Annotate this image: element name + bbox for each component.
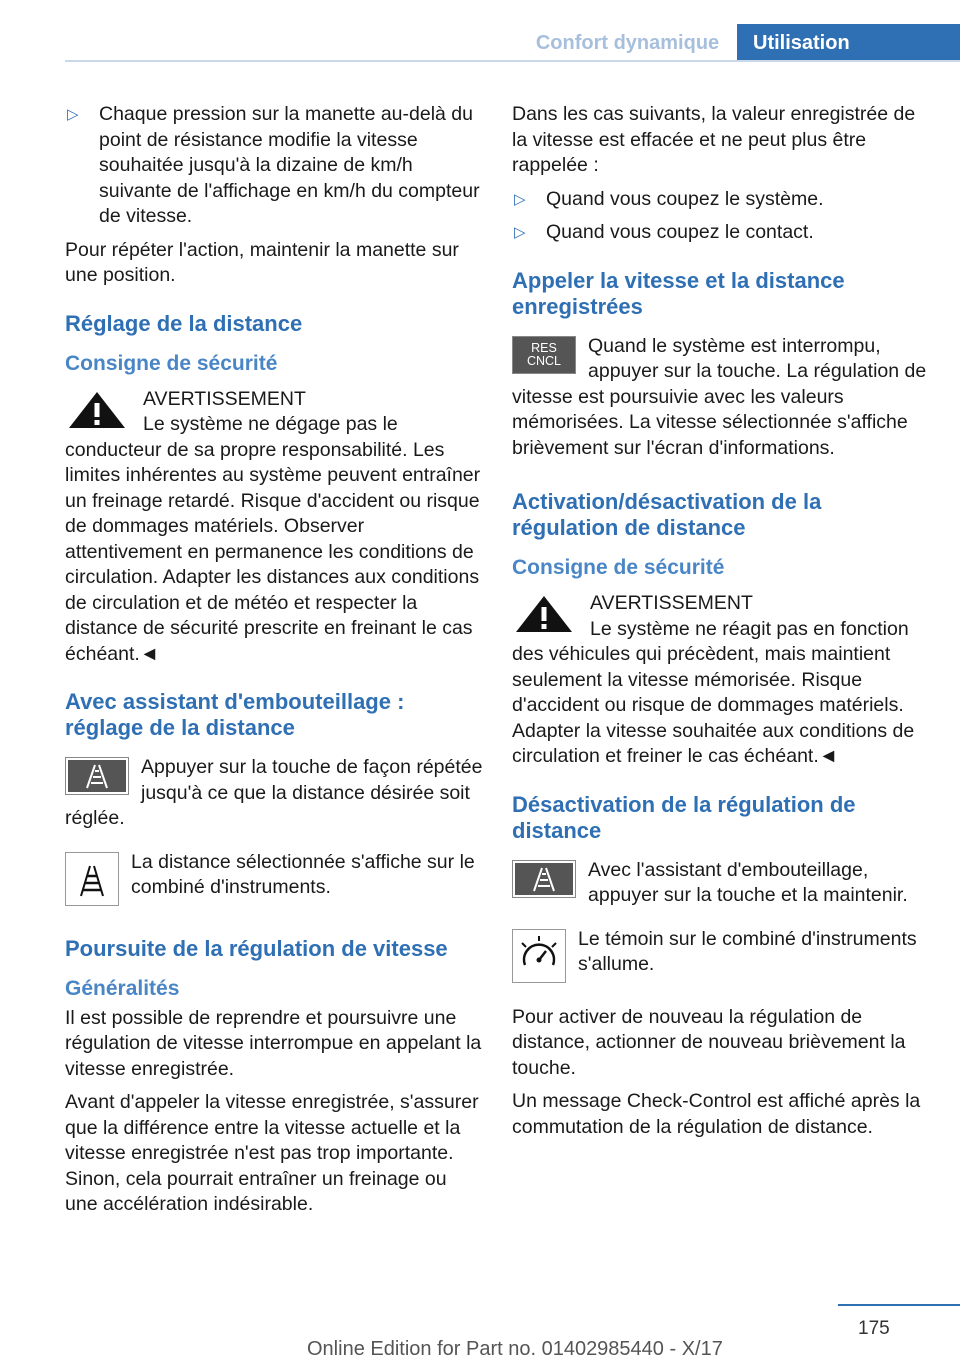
- recall-text: Quand le système est interrompu, appuyer sur la touche. La régulation de vitesse est poursuivie avec les valeurs mémorisées. La vitesse sélectionnée s'affiche brièvement sur l'écran d'informations.: [512, 334, 927, 459]
- heading-activation: Activation/désactivation de la régulation de distance: [512, 489, 822, 540]
- deactivation-block: [512, 858, 930, 909]
- paragraph: Il est possible de reprendre et poursuivre une régulation de vitesse interrompue en appelant la vitesse enregistrée.: [65, 1006, 482, 1080]
- display-text: La distance sélectionnée s'affiche sur le combiné d'instruments.: [131, 850, 475, 898]
- heading-recall: Appeler la vitesse et la distance enregistrées: [512, 267, 845, 319]
- heading-general: Généralités: [65, 976, 180, 1000]
- paragraph: Un message Check-Control est affiché après la commutation de la régulation de distance.: [512, 1090, 921, 1138]
- paragraph: Pour activer de nouveau la régulation de distance, actionner de nouveau brièvement la touche.: [512, 1005, 906, 1079]
- warning-title: AVERTISSEMENT: [143, 387, 306, 410]
- distance-button-icon: [65, 757, 129, 795]
- distance-display-icon: [65, 852, 119, 906]
- deactivation-text: Avec l'assistant d'embouteillage, appuyer sur la touche et la maintenir.: [588, 858, 908, 906]
- heading-deactivation: Désactivation de la régulation de distance: [512, 791, 856, 843]
- display-block: [65, 850, 483, 910]
- list-item: [512, 220, 930, 246]
- indicator-text: Le témoin sur le combiné d'instruments s'allume.: [578, 927, 917, 975]
- warning-title: AVERTISSEMENT: [590, 592, 753, 614]
- bullet-text: Quand vous coupez le système.: [546, 187, 824, 210]
- heading-safety: Consigne de sécurité: [65, 351, 278, 375]
- distance-button-icon: [512, 860, 576, 898]
- bullet-text: Quand vous coupez le contact.: [546, 221, 814, 243]
- triangle-bullet-icon: ▷: [514, 224, 526, 241]
- warning-text: Le système ne réagit pas en fonction des véhicules qui précèdent, mais maintient seulement la vitesse mémorisée. Risque d'accident ou risque de dommages matériels. Adapter la vitesse souhaitée aux conditions de circulation et freiner le cas échéant.◄: [512, 617, 915, 767]
- bullet-text: Chaque pression sur la manette au-delà du point de résistance modifie la vitesse souhaitée jusqu'à la dizaine de km/h suivante de l'affichage en km/h du compteur de vitesse.: [99, 103, 480, 227]
- paragraph: Dans les cas suivants, la valeur enregistrée de la vitesse est effacée et ne peut plus être rappelée :: [512, 103, 916, 176]
- warning-block: [65, 387, 483, 668]
- tab-confort-dynamique[interactable]: Confort dynamique: [535, 32, 720, 54]
- warning-triangle-icon: [65, 389, 129, 431]
- footer-edition: Online Edition for Part no. 01402985440 - X/17: [307, 1338, 723, 1360]
- paragraph: Avant d'appeler la vitesse enregistrée, s'assurer que la différence entre la vitesse actuelle et la vitesse enregistrée n'est pas trop importante. Sinon, cela pourrait entraîner un freinage ou une accélération indésirable.: [65, 1091, 479, 1215]
- heading-distance: Réglage de la distance: [65, 310, 303, 336]
- warning-block: [512, 591, 930, 770]
- indicator-block: [512, 927, 930, 987]
- list-item: [65, 102, 483, 230]
- footer-rule: [838, 1304, 960, 1306]
- heading-assist: Avec assistant d'embouteillage : réglage de la distance: [65, 689, 405, 740]
- res-cncl-label: RES CNCL: [526, 340, 562, 368]
- recall-block: [512, 334, 930, 462]
- triangle-bullet-icon: ▷: [67, 106, 79, 123]
- triangle-bullet-icon: ▷: [514, 190, 526, 208]
- tab-utilisation[interactable]: Utilisation: [737, 24, 960, 62]
- header-rule: [65, 60, 960, 62]
- heading-resume: Poursuite de la régulation de vitesse: [65, 935, 448, 961]
- page-number: 175: [858, 1318, 890, 1339]
- heading-safety: Consigne de sécurité: [512, 556, 725, 579]
- warning-triangle-icon: [512, 593, 576, 635]
- speed-indicator-icon: [512, 929, 566, 983]
- warning-text: Le système ne dégage pas le conducteur de sa propre responsabilité. Les limites inhérentes au système peuvent entraîner un freinage retardé. Risque d'accident ou risque de dommages matériels. Observer attentivement en permanence les conditions de circulation. Adapter les distances aux conditions de circulation et de météo et respecter la distance de sécurité prescrite en freinant le cas échéant.◄: [65, 413, 481, 665]
- left-column: [65, 102, 483, 1226]
- res-cncl-button-icon: [512, 336, 576, 374]
- paragraph: Pour répéter l'action, maintenir la manette sur une position.: [65, 238, 459, 286]
- list-item: [512, 187, 930, 213]
- right-column: [512, 102, 930, 1148]
- assist-text: Appuyer sur la touche de façon répétée jusqu'à ce que la distance désirée soit réglée.: [65, 756, 483, 829]
- assist-block: [65, 755, 483, 832]
